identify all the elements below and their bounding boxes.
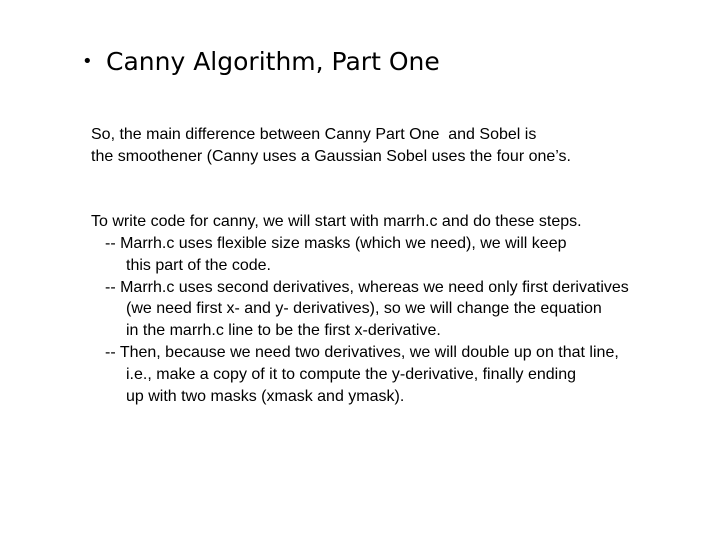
step-continuation: in the marrh.c line to be the first x-derivative. — [126, 322, 441, 340]
slide-title: Canny Algorithm, Part One — [106, 47, 440, 76]
step-continuation: i.e., make a copy of it to compute the y-derivative, finally ending — [126, 365, 577, 383]
paragraph-line: the smoothener (Canny uses a Gaussian Sobel uses the four one’s. — [91, 147, 571, 165]
step-continuation: this part of the code. — [126, 256, 271, 274]
blank-line — [91, 168, 629, 190]
step-lead: -- Marrh.c uses second derivatives, whereas we need only first derivatives — [105, 278, 629, 296]
step-continuation: (we need first x- and y- derivatives), so we will change the equation — [126, 300, 602, 318]
bullet-icon: • — [82, 51, 93, 72]
blank-line — [91, 189, 629, 211]
title-row — [82, 47, 440, 77]
step-continuation: up with two masks (xmask and ymask). — [126, 387, 405, 405]
step-lead: -- Marrh.c uses flexible size masks (which we need), we will keep — [105, 234, 567, 252]
steps-intro: To write code for canny, we will start with marrh.c and do these steps. — [91, 213, 582, 231]
paragraph-line: So, the main difference between Canny Part One and Sobel is — [91, 126, 537, 143]
step-lead: -- Then, because we need two derivatives, we will double up on that line, — [105, 343, 619, 361]
slide-body — [91, 124, 629, 407]
